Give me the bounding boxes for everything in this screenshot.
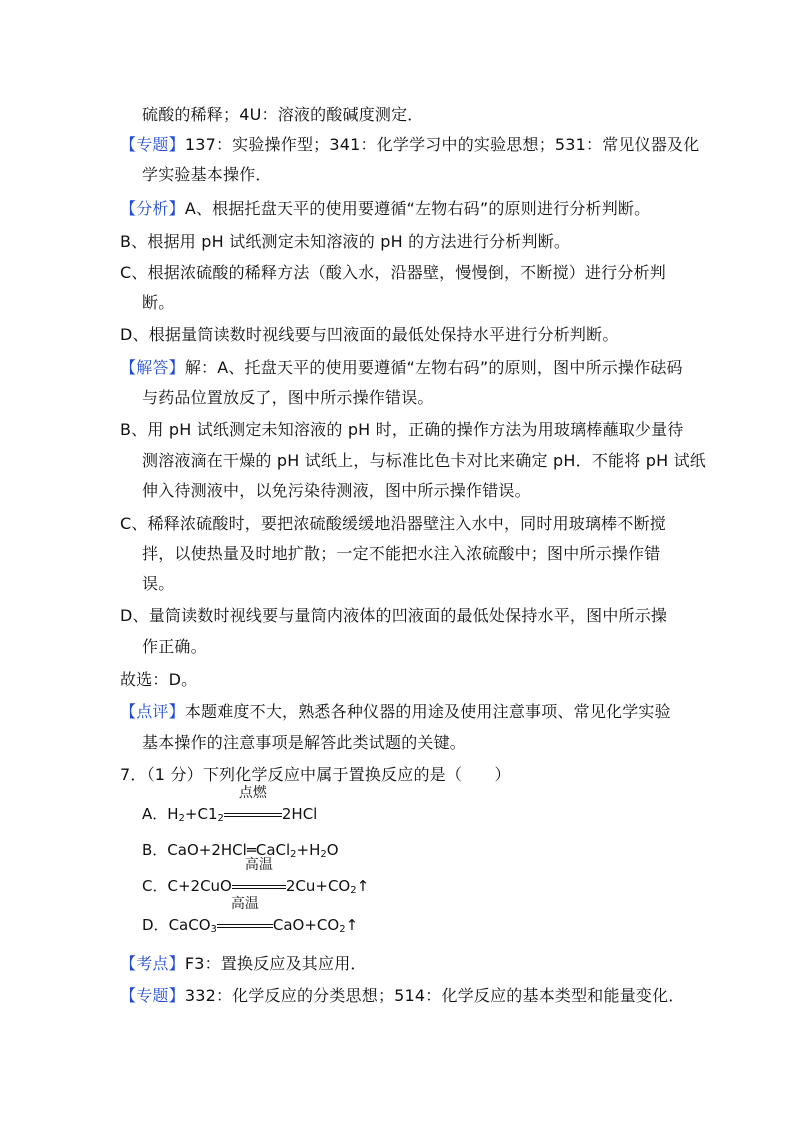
text-line: 【解答】解：A、托盘天平的使用要遵循“左物右码”的原则，图中所示操作砝码 <box>120 358 683 377</box>
option-b: B．$CaO+2HCl═CaCl_2+H_2O$ <box>142 841 339 860</box>
text-line: 【专题】137：实验操作型；341：化学学习中的实验思想；531：常见仪器及化 <box>120 135 700 154</box>
section-tag-jieda: 【解答】 <box>120 358 185 377</box>
text-line: 故选：D。 <box>120 670 198 689</box>
text-line: 【分析】A、根据托盘天平的使用要遵循“左物右码”的原则进行分析判断。 <box>120 199 651 218</box>
text-line: 断。 <box>142 293 175 312</box>
text-line: 作正确。 <box>142 637 207 656</box>
text-line: 学实验基本操作． <box>142 165 272 184</box>
text-line: D、根据量筒读数时视线要与凹液面的最低处保持水平进行分析判断。 <box>120 325 619 344</box>
section-tag-zhuanti: 【专题】 <box>120 986 185 1005</box>
text-line: C、根据浓硫酸的稀释方法（酸入水，沿器壁，慢慢倒，不断搅）进行分析判 <box>120 263 666 282</box>
option-c: C．C+2CuO 高温 $2Cu+CO_2↑$ <box>142 857 370 896</box>
text-line: 测溶液滴在干燥的 pH 试纸上，与标准比色卡对比来确定 pH．不能将 pH 试纸 <box>142 451 706 470</box>
text-line: 基本操作的注意事项是解答此类试题的关键。 <box>142 733 467 752</box>
text-line: C、稀释浓硫酸时，要把浓硫酸缓缓地沿器壁注入水中，同时用玻璃棒不断搅 <box>120 514 666 533</box>
text-line: B、用 pH 试纸测定未知溶液的 pH 时，正确的操作方法为用玻璃棒蘸取少量待 <box>120 420 684 439</box>
text-line: 【专题】332：化学反应的分类思想；514：化学反应的基本类型和能量变化． <box>120 986 685 1005</box>
reaction-condition: 点燃 <box>224 804 282 824</box>
section-tag-kaodian: 【考点】 <box>120 954 185 973</box>
section-tag-dianping: 【点评】 <box>120 702 185 721</box>
question-title: 7．（1 分）下列化学反应中属于置换反应的是（ ） <box>120 765 511 784</box>
text-line: B、根据用 pH 试纸测定未知溶液的 pH 的方法进行分析判断。 <box>120 232 571 251</box>
gas-arrow-icon: ↑ <box>356 877 370 895</box>
text-line: D、量筒读数时视线要与量筒内液体的凹液面的最低处保持水平，图中所示操 <box>120 606 668 625</box>
text-line: 硫酸的稀释；4U：溶液的酸碱度测定． <box>142 105 424 124</box>
text-line: 与药品位置放反了，图中所示操作错误。 <box>142 388 434 407</box>
section-tag-fenxi: 【分析】 <box>120 199 185 218</box>
option-a: A．$H_2+C1_2$ 点燃 2HCl <box>142 785 318 824</box>
reaction-condition: 高温 <box>232 876 286 896</box>
text-line: 【点评】本题难度不大，熟悉各种仪器的用途及使用注意事项、常见化学实验 <box>120 702 671 721</box>
text-line: 拌，以使热量及时地扩散；一定不能把水注入浓硫酸中；图中所示操作错 <box>142 544 661 563</box>
text-line: 【考点】F3：置换反应及其应用． <box>120 954 367 973</box>
option-d: D．CaCO$_3$ 高温 $CaO+CO_2↑$ <box>142 896 359 935</box>
gas-arrow-icon: ↑ <box>345 916 359 934</box>
section-tag-zhuanti: 【专题】 <box>120 135 185 154</box>
text-line: 误。 <box>142 574 175 593</box>
reaction-condition: 高温 <box>217 915 273 935</box>
text-line: 伸入待测液中，以免污染待测液，图中所示操作错误。 <box>142 481 531 500</box>
